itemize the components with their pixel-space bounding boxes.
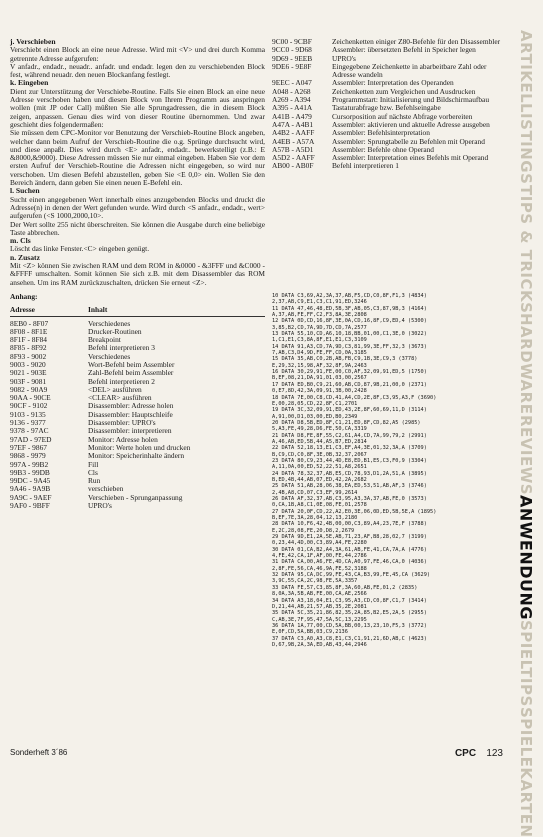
address-content: Assembler: Befehlsinterpretation (332, 128, 430, 138)
address-content: Zeichenketten zum Vergleichen und Ausdrucken (332, 86, 476, 96)
paragraph: Verschiebt einen Block an eine neue Adresse. Wird mit <V> und drei durch Komma getrennte Adresse aufgerufen: (10, 45, 265, 63)
table-row (10, 452, 265, 460)
address-range: 90AA - 90CE (10, 393, 51, 403)
section-sidebar (509, 30, 543, 837)
address-range: A4EB - A57A (272, 136, 315, 146)
table-row (10, 328, 265, 336)
paragraph: Sie müssen dem CPC-Monitor vor Benutzung der Verschieb-Routine Block angeben, welcher dann beim Aufruf der Verschieb-Routine die o.g. Sprünge durchsucht wird, und diese anpaßt. Dies wird durch <E> anfadr., endadr.. bewerkstelligt (z.B.: E &8000,&9000). Diese Adressen müssen Sie nur einmal eingeben. Haben Sie vor dem ersten Aufruf der Verschieb-Routine die Adressen nicht eingegeben, so wird nur verschoben. Um diesen Befehl abzustellen, geben Sie <E 0,0> ein. Wollen Sie den Bereich ändern, dann geben Sie einen neuen E-Befehl ein. (10, 128, 265, 188)
listing-line: A,46,AB,ED,5B,44,A5,B7,ED,2814 (272, 438, 367, 445)
address-content: <CLEAR> ausführen (88, 393, 152, 403)
listing-line: 0,E7,8D,42,3A,09,91,3B,00,2428 (272, 388, 367, 395)
address-content: Assembler: Interpretation eines Befehls mit Operand (332, 153, 489, 163)
listing-line: A,11,0A,00,ED,52,22,51,A8,2651 (272, 464, 367, 471)
address-range: 9AF0 - 9BFF (10, 501, 50, 511)
listing-line: 33 DATA FE,57,C3,85,8F,3A,60,AB,FE,01,2 (2835) (272, 584, 418, 591)
page-branding (455, 748, 503, 759)
listing-line: 12 DATA 0D,CD,16,8F,3E,0A,CD,16,8F,C9,ED,4 (5300) (272, 318, 427, 325)
address-range: 9A46 - 9A9B (10, 484, 51, 494)
address-range: 8F93 - 9002 (10, 351, 47, 361)
listing-line: 7,AB,C3,D4,9D,FE,FF,CD,0A,3185 (272, 350, 367, 357)
listing-line: 4,FE,42,CA,1F,AF,00,FE,44,2786 (272, 553, 367, 560)
listing-line: 5,A3,FE,49,28,D6,FE,50,CA,3319 (272, 426, 367, 433)
listing-line: 0,23,44,4D,00,C3,89,A4,FE,2280 (272, 540, 367, 547)
listing-line: 32 DATA 95,CA,DC,99,FE,43,CA,B3,99,FE,45,CA (3629) (272, 572, 431, 579)
address-range: 97EF - 9867 (10, 442, 47, 452)
sidebar-tab-spielekarten: SPIELEKARTEN (517, 706, 535, 837)
address-content: Verschiedenes (88, 318, 131, 328)
address-range: 9136 - 9377 (10, 418, 46, 428)
address-content: Befehl interpretieren 3 (88, 343, 155, 353)
listing-line: 31 DATA CA,00,A6,FE,4D,CA,A0,97,FE,46,CA,0 (4036) (272, 559, 427, 566)
listing-line: 2,37,AB,C9,E1,C3,C1,91,ED,3246 (272, 299, 367, 306)
column-header-inhalt: Inhalt (88, 305, 108, 315)
sidebar-tab-artikel: ARTIKEL (517, 30, 535, 104)
address-range: 9A9C - 9AEF (10, 492, 52, 502)
listing-line: 20 DATA D8,5B,ED,8F,C1,21,ED,8F,CD,82,A5 (2985) (272, 419, 421, 426)
address-range: 9EEC - A047 (272, 78, 312, 88)
listing-line: E,2C,28,08,FE,20,D8,2,2679 (272, 527, 355, 534)
listing-line: 27 DATA 20,0F,CD,22,A2,E0,3E,06,0D,ED,5B,5E,A (1895) (272, 508, 437, 515)
address-content: Disassembler: Hauptschleife (88, 409, 173, 419)
listing-line: 13 DATA 55,10,CD,A6,10,18,BB,01,00,C1,3E,0 (3022) (272, 331, 427, 338)
address-range: 9C00 - 9CBF (272, 37, 312, 46)
listing-line: 0,CA,1B,A8,C1,0E,08,FE,01,2578 (272, 502, 367, 509)
magazine-logo: CPC (454, 748, 477, 759)
address-content: Assembler: Interpretation des Operanden (332, 78, 454, 88)
address-content: Fill (88, 459, 99, 469)
listing-line: B,EF,7E,3A,28,04,12,13,2180 (272, 515, 358, 522)
listing-line: 3,9C,55,CA,2C,98,FE,5A,3357 (272, 578, 358, 585)
address-content: Eingegebene Zeichenkette in abarbeitbare Zahl oder Adresse wandeln (332, 61, 487, 80)
listing-line: E,00,28,05,CD,22,8F,C1,2701 (272, 400, 358, 407)
listing-line: C,AB,3E,7F,95,47,5A,5C,13,2295 (272, 616, 367, 623)
address-range: 8F85 - 8F92 (10, 343, 47, 353)
left-column (10, 38, 265, 510)
address-range: 99DC - 9A45 (10, 476, 51, 486)
listing-line: 14 DATA 91,A3,CD,7A,9D,C3,81,99,3E,FF,32,3 (3673) (272, 343, 427, 350)
section-heading-j: j. Verschieben (10, 37, 56, 46)
address-content: Monitor: Adresse holen (88, 434, 158, 444)
listing-line: 25 DATA 51,AB,28,06,38,EA,ED,53,51,AB,AF,3 (3746) (272, 483, 427, 490)
address-range: A47A - A4B1 (272, 119, 314, 129)
address-range: A269 - A394 (272, 95, 311, 105)
address-range: 903F - 9081 (10, 376, 47, 386)
address-content: Befehl interpretieren 2 (88, 376, 155, 386)
address-content: Assembler: aktivieren und aktuelle Adresse ausgeben (332, 119, 490, 129)
sidebar-tab-anwendung: ANWENDUNG (516, 494, 536, 620)
table-row (272, 162, 504, 170)
address-content: Zeichenketten einiger Z80-Befehle für den Disassembler (332, 37, 501, 46)
section-heading-l: l. Suchen (10, 186, 40, 196)
listing-line: 26 DATA AF,32,37,AB,C3,95,A3,3A,37,AB,FE,0 (3573) (272, 496, 427, 502)
address-range: 8EB0 - 8F07 (10, 318, 49, 328)
listing-line: 22 DATA 52,18,13,E1,C3,EF,A4,3E,01,32,3A,A (3709) (272, 445, 427, 452)
address-range: 90CF - 9102 (10, 401, 48, 411)
listing-line: B,ED,4B,44,AB,07,ED,42,2A,2682 (272, 476, 367, 483)
address-range: 9D69 - 9EEB (272, 53, 313, 63)
listing-line: 28 DATA 10,F6,42,4B,00,00,C3,89,A4,23,7E,F (3788) (272, 521, 427, 528)
listing-line: 16 DATA 30,29,91,FE,00,C0,AF,32,09,91,ED,5 (1750) (272, 369, 427, 376)
listing-line: 19 DATA 3C,32,09,91,ED,43,2E,8F,60,69,11,D (3114) (272, 407, 427, 414)
address-range: 9378 - 97AC (10, 426, 49, 436)
address-content: verschieben (88, 484, 124, 494)
address-content: Monitor: Werte holen und drucken (88, 442, 191, 452)
listing-line: B,EF,08,21,DA,91,01,03,00,2567 (272, 375, 367, 382)
address-range: 8F08 - 8F1E (10, 326, 48, 336)
address-content: UPRO's (88, 501, 112, 511)
listing-line: 10 DATA C3,69,A2,3A,37,AB,F5,CD,C0,8F,F1,3 (4834) (272, 293, 427, 299)
address-content: Breakpoint (88, 335, 121, 345)
paragraph: Sucht einen angegebenen Wert innerhalb eines anzugebenden Blocks und druckt die Adresse(n) in denen der Wert gefunden wurde. Wird durch <S anfadr., endadr., wert> aufgerufen (<S 1000,2000,10>. (10, 194, 265, 221)
section-heading-k: k. Eingeben (10, 78, 49, 88)
address-content: Disassembler: Adresse holen (88, 401, 174, 411)
sidebar-tab-hardware: HARDWARE (517, 313, 535, 415)
address-content: Zahl-Befehl beim Assembler (88, 368, 174, 378)
address-range: 9021 - 903E (10, 368, 47, 378)
address-range: 8F1F - 8F84 (10, 335, 47, 345)
address-range: 9103 - 9135 (10, 409, 46, 419)
listing-line: 8,0A,3A,5B,AB,FE,00,CA,AE,2566 (272, 591, 367, 598)
listing-line: 30 DATA 01,CA,B2,A4,3A,61,AB,FE,41,CA,7A,A (4776) (272, 546, 427, 553)
address-content: UPRO's (332, 53, 356, 63)
address-range: A4B2 - AAFF (272, 128, 315, 138)
section-heading-m: m. Cls (10, 236, 31, 246)
listing-line: D,67,9B,2A,3A,ED,AB,43,44,2946 (272, 641, 367, 648)
column-header-adresse: Adresse (10, 305, 35, 315)
address-range: 9003 - 9020 (10, 359, 46, 369)
address-range: 99B3 - 99DB (10, 467, 50, 477)
address-content: Verschieben - Sprunganpassung (88, 492, 183, 502)
basic-data-listing (272, 293, 504, 648)
address-content: <DEL> ausführen (88, 384, 142, 394)
address-range: A57B - A5D1 (272, 144, 314, 154)
sidebar-tab-listings: LISTINGS (517, 103, 535, 185)
address-content: Run (88, 476, 101, 486)
address-content: Befehl interpretieren 1 (332, 161, 399, 171)
listing-line: E,29,32,15,98,AF,32,8F,9A,2463 (272, 362, 367, 369)
listing-line: B,C9,CD,C0,8F,3E,0B,32,37,2067 (272, 451, 367, 458)
listing-line: 1,C1,E1,C3,8A,8F,E1,E1,C3,3109 (272, 337, 367, 344)
address-content: Programmstart: Initialisierung und Bildschirmaufbau (332, 95, 490, 105)
address-content: Assembler: übersetzten Befehl in Speicher legen (332, 45, 476, 55)
address-range: 9868 - 9979 (10, 451, 46, 461)
address-range: 997A - 99B2 (10, 459, 49, 469)
address-table-header (10, 306, 265, 316)
section-heading-n: n. Zusatz (10, 252, 40, 262)
listing-line: 29 DATA 9D,E1,2A,5E,AB,71,23,AF,B8,28,02,7 (3199) (272, 534, 427, 541)
address-content: Wort-Befehl beim Assembler (88, 359, 175, 369)
listing-line: 34 DATA A3,18,04,E1,C3,95,A3,CD,C0,8F,C1,7 (3414) (272, 597, 427, 604)
address-range: A41B - A479 (272, 111, 312, 121)
address-range: A395 - A41A (272, 103, 313, 113)
address-table (10, 320, 265, 511)
listing-line: 3,85,B2,CD,7A,9D,7D,CD,7A,2577 (272, 324, 367, 331)
address-range: 97AD - 97ED (10, 434, 52, 444)
sidebar-tab-reviews: REVIEWS (517, 414, 535, 495)
address-content: Disassembler: UPRO's (88, 418, 156, 428)
listing-line: 21 DATA D8,FE,8F,55,C2,61,A4,CD,7A,99,79,2 (2991) (272, 432, 427, 439)
table-row (272, 63, 504, 80)
address-content: Monitor: Speicherinhalte ändern (88, 451, 185, 461)
address-content: Drucker-Routinen (88, 326, 142, 336)
address-content: Verschiedenes (88, 351, 131, 361)
appendix-title: Anhang: (10, 291, 38, 301)
listing-line: E,0F,CD,5A,BB,03,C9,2136 (272, 629, 348, 636)
listing-line: 35 DATA 5C,35,21,86,82,35,2A,85,B2,E5,2A,5 (2955) (272, 610, 427, 617)
listing-line: A,37,AB,FE,FF,C2,F3,8A,3E,2808 (272, 312, 367, 319)
table-row (10, 502, 265, 510)
paragraph: Mit <Z> können Sie zwischen RAM und dem ROM in &0000 - &3FFF und &C000 - &FFFF umschalten. Somit können Sie sich z.B. mit dem Disassembler das ROM ansehen. Um ins RAM zurückzuschalten, drücken Sie erneut <Z>. (10, 261, 265, 287)
address-range: A5D2 - AAFF (272, 153, 315, 163)
sidebar-tab-spieltips: SPIELTIPS (517, 619, 535, 707)
listing-line: 11 DATA 47,46,48,ED,5B,3F,AB,05,C3,87,9B,3 (4164) (272, 305, 427, 312)
address-content: Assembler: Befehle ohne Operand (332, 144, 434, 154)
address-content: Cursorposition auf nächste Abfrage vorbereiten (332, 111, 473, 121)
address-table-continued (272, 38, 504, 171)
listing-line: 2,8F,FE,56,CA,46,9A,FE,52,3188 (272, 565, 367, 572)
address-range: AB00 - AB0F (272, 161, 314, 171)
address-range: 9DE6 - 9E8F (272, 61, 312, 71)
listing-line: 23 DATA 80,C9,23,44,4D,E8,ED,B1,E5,C3,F0,9 (3304) (272, 457, 427, 464)
address-range: 9CC0 - 9D68 (272, 45, 312, 55)
paragraph: Löscht das linke Fenster.<C> eingeben genügt. (10, 244, 150, 254)
issue-label: Sonderheft 3´86 (10, 748, 68, 757)
listing-line: 17 DATA ED,B0,C9,21,60,AB,CD,87,9B,21,00,0 (2371) (272, 381, 427, 388)
paragraph: Dient zur Unterstützung der Verschiebe-Routine. Falls Sie einen Block an eine neue Adresse verschoben haben und diesen Block von Ihrem Programm aus anspringen wollen (mit JP oder Call) müßten Sie alle Sprungadressen, die in diesem Block zeigen, anpassen. Genau dies wird von dieser Routine übernommen. Und zwar geschieht dies folgendermaßen: (10, 86, 265, 129)
address-range: A048 - A268 (272, 86, 311, 96)
sidebar-tab-tips-tricks: TIPS & TRICKS (517, 184, 535, 314)
paragraph: V anfadr., endadr., neuadr.. anfadr. und endadr. legen den zu verschiebenden Block fest, während neuadr. den neuen Blockanfang festlegt. (10, 61, 265, 80)
page-footer (10, 748, 503, 759)
address-content: Assembler: Sprungtabelle zu Befehlen mit Operand (332, 136, 485, 146)
listing-line: D,21,44,AB,21,57,AB,35,2E,2081 (272, 603, 367, 610)
page-number: 123 (486, 748, 503, 759)
listing-line: 24 DATA 78,32,37,AB,E5,CD,78,93,D1,2A,51,A (3895) (272, 470, 427, 477)
listing-line: 18 DATA 7E,00,C8,CD,41,A4,CD,2E,8F,C3,95,A3,F (3690) (272, 394, 437, 401)
address-content: Disassembler: interpretieren (88, 426, 172, 436)
listing-line: 15 DATA 35,AB,C0,2B,AB,FB,C9,1B,3E,C9,3 (3778) (272, 356, 418, 363)
table-row (10, 344, 265, 352)
paragraph: Der Wert sollte 255 nicht überschreiten. Sie können die Ausgabe durch eine beliebige Taste abbrechen. (10, 219, 265, 237)
listing-line: 37 DATA C3,A0,A3,C8,E1,C3,C1,91,21,6D,AB,C (4623) (272, 635, 427, 642)
address-content: Tastaturabfrage bzw. Befehlseingabe (332, 103, 441, 113)
listing-line: A,91,00,D1,03,00,ED,B0,2349 (272, 413, 358, 420)
address-content: Cls (88, 467, 98, 477)
listing-line: 36 DATA 1A,77,00,CD,5A,BB,00,13,23,10,F5,3 (3772) (272, 622, 427, 629)
listing-line: 2,4B,A8,CD,07,C3,EF,99,2614 (272, 489, 358, 496)
address-range: 9082 - 90A9 (10, 384, 48, 394)
